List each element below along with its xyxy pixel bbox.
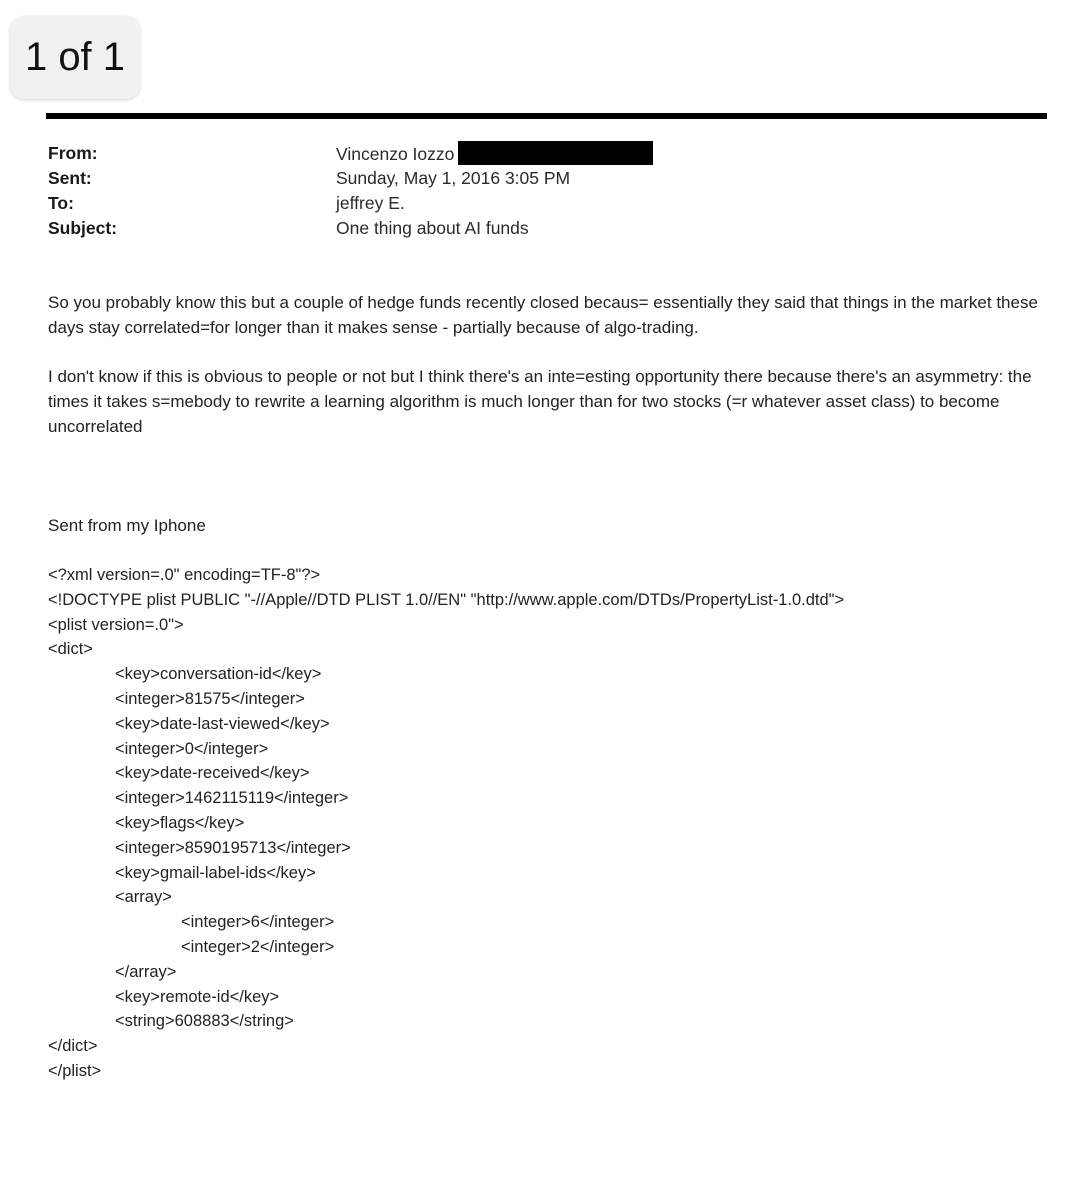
body-paragraph-2 <box>48 364 1048 439</box>
email-signature <box>48 513 1048 538</box>
xml-line: </dict> <box>48 1037 98 1056</box>
signature-text: Sent from my Iphone <box>48 516 206 535</box>
page-indicator: 1 of 1 <box>10 16 140 99</box>
xml-line: <key>gmail-label-ids</key> <box>115 863 316 882</box>
email-header <box>48 141 1048 241</box>
body-paragraph-1 <box>48 290 1048 340</box>
xml-line: <integer>0</integer> <box>115 739 269 758</box>
xml-line: <array> <box>115 888 172 907</box>
xml-line: <integer>1462115119</integer> <box>115 789 349 808</box>
header-divider <box>46 113 1047 119</box>
body-paragraph-1-text: So you probably know this but a couple of hedge funds recently closed becaus= essentially they said that things in the market these days stay correlated=for longer than it makes sense - partially because of algo-trading. <box>48 293 1038 337</box>
sent-label: Sent: <box>48 168 92 188</box>
body-paragraph-2-text: I don't know if this is obvious to people or not but I think there's an inte=esting opportunity there because there's an asymmetry: the times it takes s=mebody to rewrite a learning algorithm is much longer than for two stocks (=r whatever asset class) to become uncorrelated <box>48 367 1032 436</box>
redacted-email-address <box>458 141 653 165</box>
xml-line: <integer>8590195713</integer> <box>115 838 351 857</box>
subject-row <box>48 216 1048 241</box>
xml-line: <string>608883</string> <box>115 1012 294 1031</box>
xml-line: </array> <box>115 962 177 981</box>
xml-plist-block <box>48 563 1048 1084</box>
xml-line: </plist> <box>48 1061 102 1080</box>
subject-value: One thing about AI funds <box>336 218 529 238</box>
xml-line: <dict> <box>48 640 93 659</box>
to-row <box>48 191 1048 216</box>
to-label: To: <box>48 193 74 213</box>
from-value <box>336 141 653 167</box>
xml-line: <key>conversation-id</key> <box>115 665 322 684</box>
xml-line: <key>date-last-viewed</key> <box>115 714 330 733</box>
from-row <box>48 141 1048 166</box>
xml-line: <integer>6</integer> <box>181 913 335 932</box>
xml-line: <integer>2</integer> <box>181 937 335 956</box>
xml-line: <plist version=.0"> <box>48 615 184 634</box>
xml-line: <!DOCTYPE plist PUBLIC "-//Apple//DTD PLIST 1.0//EN" "http://www.apple.com/DTDs/PropertyList-1.0.dtd"> <box>48 590 845 609</box>
sent-value: Sunday, May 1, 2016 3:05 PM <box>336 168 571 188</box>
from-label: From: <box>48 143 98 163</box>
subject-label: Subject: <box>48 218 118 238</box>
xml-line: <?xml version=.0" encoding=TF-8"?> <box>48 566 321 584</box>
xml-line: <key>date-received</key> <box>115 764 310 783</box>
sent-row <box>48 166 1048 191</box>
sender-name: Vincenzo Iozzo <box>336 144 455 164</box>
xml-line: <key>remote-id</key> <box>115 987 280 1006</box>
to-value: jeffrey E. <box>336 193 405 213</box>
xml-line: <key>flags</key> <box>115 813 245 832</box>
xml-line: <integer>81575</integer> <box>115 689 305 708</box>
